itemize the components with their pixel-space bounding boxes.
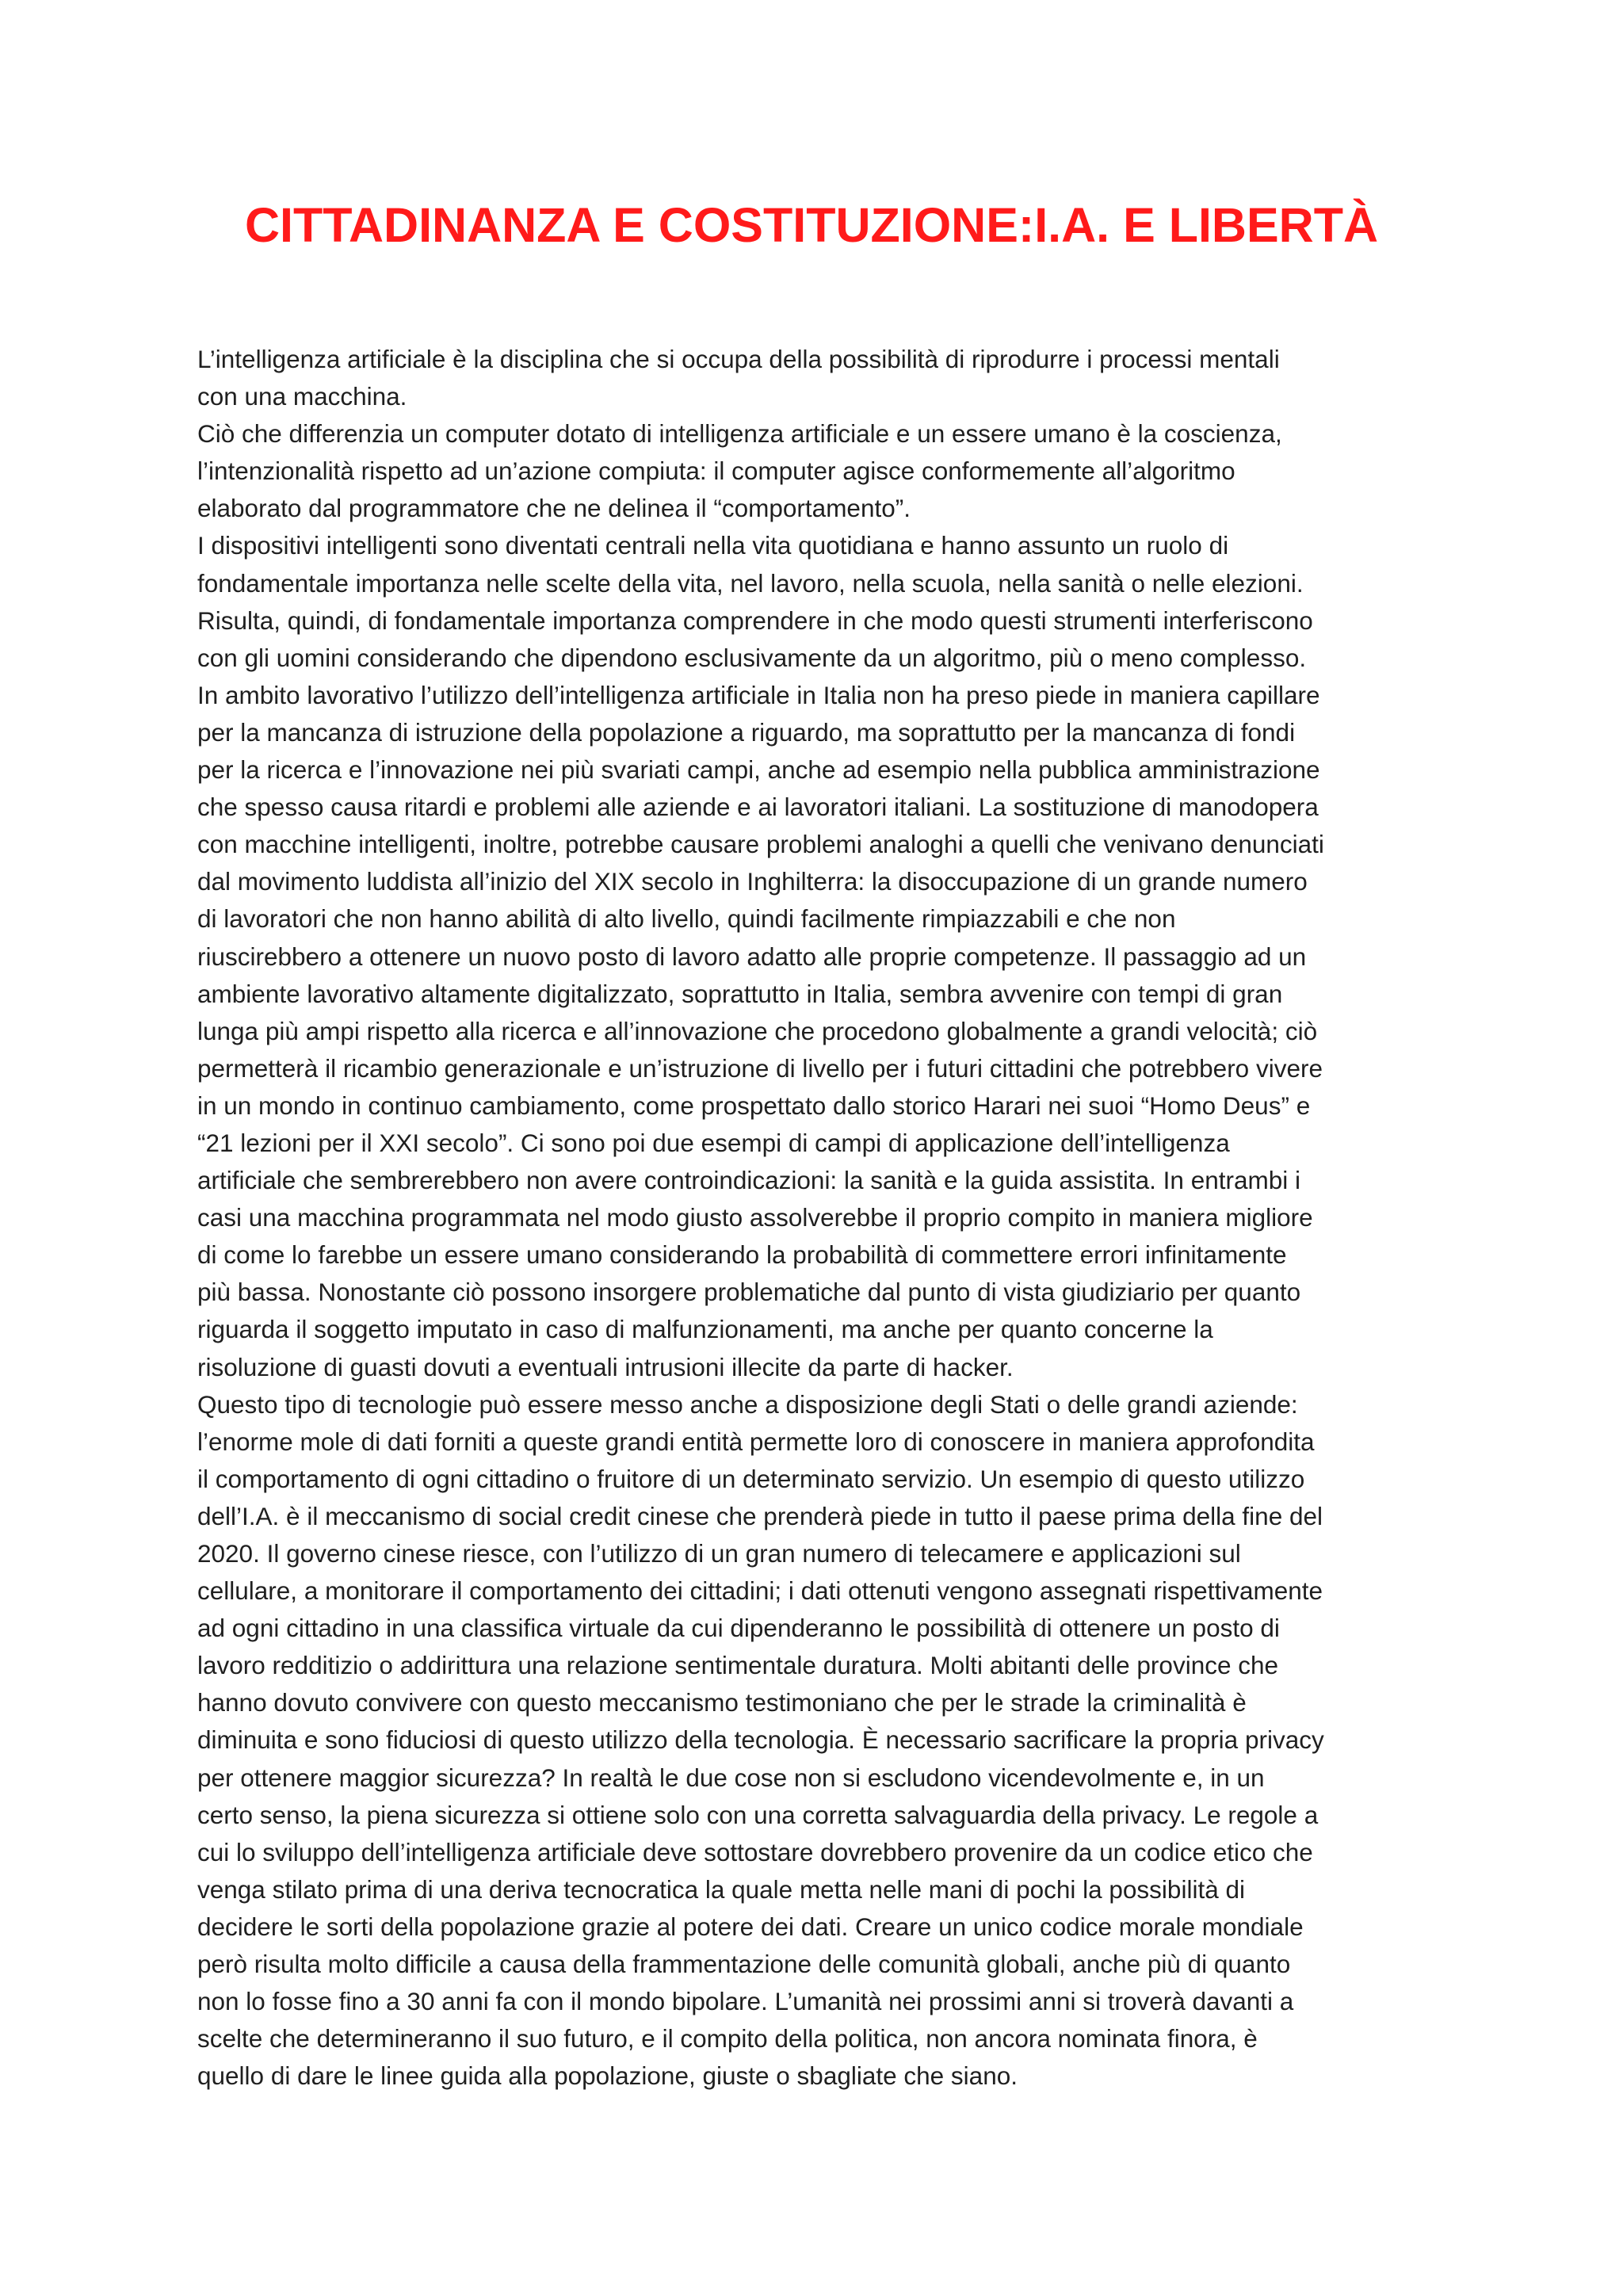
body-text-line: con una macchina. xyxy=(197,382,407,411)
body-text-line: per la ricerca e l’innovazione nei più svariati campi, anche ad esempio nella pubblica amministrazione xyxy=(197,755,1320,785)
body-text-line: Ciò che differenzia un computer dotato di intelligenza artificiale e un essere umano è la coscienza, xyxy=(197,419,1282,449)
body-text-line: in un mondo in continuo cambiamento, come prospettato dallo storico Harari nei suoi “Homo Deus” e xyxy=(197,1091,1311,1120)
body-text-line: diminuita e sono fiduciosi di questo utilizzo della tecnologia. È necessario sacrificare la propria privacy xyxy=(197,1725,1324,1755)
body-text-line: casi una macchina programmata nel modo giusto assolverebbe il proprio compito in maniera migliore xyxy=(197,1203,1313,1232)
body-text-line: scelte che determineranno il suo futuro, e il compito della politica, non ancora nominata finora, è xyxy=(197,2024,1258,2053)
body-text-line: risoluzione di guasti dovuti a eventuali intrusioni illecite da parte di hacker. xyxy=(197,1352,1014,1381)
body-text-line: di come lo farebbe un essere umano considerando la probabilità di commettere errori infinitamente xyxy=(197,1240,1287,1270)
body-text-line: di lavoratori che non hanno abilità di alto livello, quindi facilmente rimpiazzabili e che non xyxy=(197,904,1176,934)
body-text-line: cellulare, a monitorare il comportamento dei cittadini; i dati ottenuti vengono assegnati rispettivamente xyxy=(197,1576,1323,1606)
body-text-line: permetterà il ricambio generazionale e un’istruzione di livello per i futuri cittadini che potrebbero vivere xyxy=(197,1053,1323,1083)
body-text-line: Questo tipo di tecnologie può essere messo anche a disposizione degli Stati o delle grandi aziende: xyxy=(197,1389,1298,1419)
body-text-line: venga stilato prima di una deriva tecnocratica la quale metta nelle mani di pochi la possibilità di xyxy=(197,1874,1245,1904)
body-text-line: però risulta molto difficile a causa della frammentazione delle comunità globali, anche più di quanto xyxy=(197,1950,1291,1979)
document-body xyxy=(197,341,1434,2095)
body-text-line: l’intenzionalità rispetto ad un’azione compiuta: il computer agisce conformemente all’algoritmo xyxy=(197,457,1235,486)
body-text-line: per la mancanza di istruzione della popolazione a riguardo, ma soprattutto per la mancanza di fondi xyxy=(197,717,1296,747)
body-text-line: I dispositivi intelligenti sono diventati centrali nella vita quotidiana e hanno assunto un ruolo di xyxy=(197,531,1229,560)
body-text-line: certo senso, la piena sicurezza si ottiene solo con una corretta salvaguardia della privacy. Le regole a xyxy=(197,1800,1319,1829)
body-text-line: fondamentale importanza nelle scelte della vita, nel lavoro, nella scuola, nella sanità o nelle elezioni. xyxy=(197,568,1304,598)
body-text-line: hanno dovuto convivere con questo meccanismo testimoniano che per le strade la criminalità è xyxy=(197,1688,1247,1717)
body-text-line: decidere le sorti della popolazione grazie al potere dei dati. Creare un unico codice morale mondiale xyxy=(197,1912,1304,1941)
body-text-line: quello di dare le linee guida alla popolazione, giuste o sbagliate che siano. xyxy=(197,2061,1018,2091)
body-text-line: “21 lezioni per il XXI secolo”. Ci sono poi due esempi di campi di applicazione dell’intelligenza xyxy=(197,1128,1230,1157)
body-text-line: L’intelligenza artificiale è la disciplina che si occupa della possibilità di riprodurre i processi mentali xyxy=(197,345,1280,373)
body-text-line: cui lo sviluppo dell’intelligenza artificiale deve sottostare dovrebbero provenire da un codice etico che xyxy=(197,1837,1313,1866)
body-text-line: Risulta, quindi, di fondamentale importanza comprendere in che modo questi strumenti interferiscono xyxy=(197,606,1313,635)
body-text-line: dal movimento luddista all’inizio del XIX secolo in Inghilterra: la disoccupazione di un grande numero xyxy=(197,867,1308,896)
body-text-line: che spesso causa ritardi e problemi alle aziende e ai lavoratori italiani. La sostituzione di manodopera xyxy=(197,793,1319,822)
body-text-line: più bassa. Nonostante ciò possono insorgere problematiche dal punto di vista giudiziario per quanto xyxy=(197,1278,1301,1307)
body-text-line: il comportamento di ogni cittadino o fruitore di un determinato servizio. Un esempio di questo utilizzo xyxy=(197,1464,1305,1493)
body-text-line: riuscirebbero a ottenere un nuovo posto di lavoro adatto alle proprie competenze. Il passaggio ad un xyxy=(197,942,1307,971)
body-text-line: lunga più ampi rispetto alla ricerca e all’innovazione che procedono globalmente a grandi velocità; ciò xyxy=(197,1016,1318,1045)
body-text-line: lavoro redditizio o addirittura una relazione sentimentale duratura. Molti abitanti delle province che xyxy=(197,1651,1279,1680)
body-text-line: 2020. Il governo cinese riesce, con l’utilizzo di un gran numero di telecamere e applicazioni sul xyxy=(197,1539,1241,1568)
document-title: CITTADINANZA E COSTITUZIONE:I.A. E LIBERTÀ xyxy=(244,198,1379,252)
body-text-line: non lo fosse fino a 30 anni fa con il mondo bipolare. L’umanità nei prossimi anni si troverà davanti a xyxy=(197,1987,1294,2016)
body-text-line: ambiente lavorativo altamente digitalizzato, soprattutto in Italia, sembra avvenire con tempi di gran xyxy=(197,979,1283,1008)
body-text-line: ad ogni cittadino in una classifica virtuale da cui dipenderanno le possibilità di ottenere un posto di xyxy=(197,1614,1280,1643)
body-text-line: elaborato dal programmatore che ne delinea il “comportamento”. xyxy=(197,494,911,523)
body-text-line: l’enorme mole di dati forniti a queste grandi entità permette loro di conoscere in maniera approfondita xyxy=(197,1427,1315,1456)
body-text-line: artificiale che sembrerebbero non avere controindicazioni: la sanità e la guida assistita. In entrambi i xyxy=(197,1166,1300,1195)
body-text-line: con gli uomini considerando che dipendono esclusivamente da un algoritmo, più o meno complesso. xyxy=(197,643,1307,672)
body-text-line: riguarda il soggetto imputato in caso di malfunzionamenti, ma anche per quanto concerne la xyxy=(197,1315,1213,1344)
body-text-line: con macchine intelligenti, inoltre, potrebbe causare problemi analoghi a quelli che venivano denunciati xyxy=(197,830,1324,859)
body-text-line: In ambito lavorativo l’utilizzo dell’intelligenza artificiale in Italia non ha preso piede in maniera capillare xyxy=(197,680,1320,709)
body-text-line: dell’I.A. è il meccanismo di social credit cinese che prenderà piede in tutto il paese prima della fine del xyxy=(197,1501,1323,1530)
body-text-line: per ottenere maggior sicurezza? In realtà le due cose non si escludono vicendevolmente e, in un xyxy=(197,1763,1265,1792)
